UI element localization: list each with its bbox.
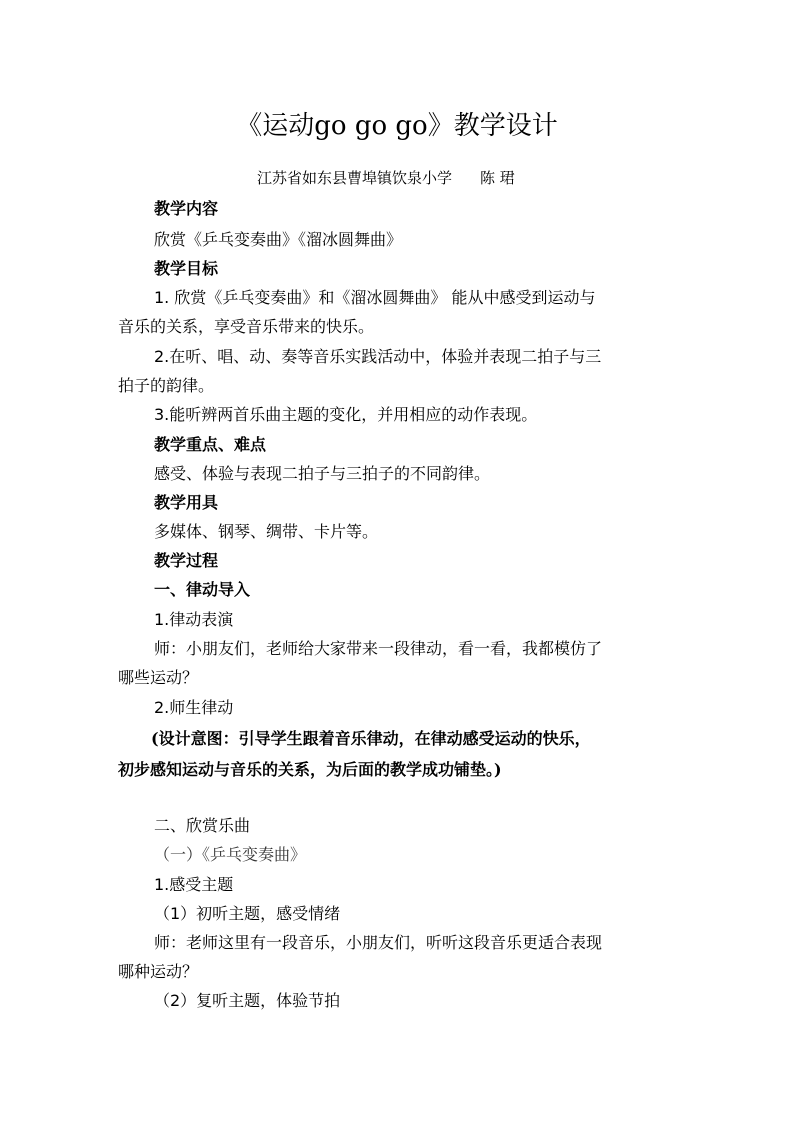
paragraph-teaching-tools: 多媒体、钢琴、绸带、卡片等。 [154,522,379,541]
section-2-teacher-line-1: 师：老师这里有一段音乐，小朋友们，听听这段音乐更适合表现 [154,933,603,952]
goal-3-line: 3.能听辨两首乐曲主题的变化，并用相应的动作表现。 [154,405,538,424]
paragraph-key-points: 感受、体验与表现二拍子与三拍子的不同韵律。 [154,464,491,483]
section-2-step-2: （2）复听主题，体验节拍 [154,991,341,1010]
goal-2-line-2: 拍子的韵律。 [118,376,215,395]
section-1-teacher-line-1: 师：小朋友们，老师给大家带来一段律动，看一看，我都模仿了 [154,639,603,658]
section-1-heading: 一、律动导入 [154,580,251,599]
goal-1-line-1: 1. 欣赏《乒乓变奏曲》和《溜冰圆舞曲》 能从中感受到运动与 [154,288,596,307]
section-2-subheading: （一）《乒乓变奏曲》 [154,845,307,864]
design-intent-line-2: 初步感知运动与音乐的关系，为后面的教学成功铺垫。) [118,760,502,779]
section-1-teacher-line-2: 哪些运动？ [118,668,199,687]
section-2-heading: 二、欣赏乐曲 [154,816,251,835]
paragraph-teaching-content: 欣赏《乒乓变奏曲》《溜冰圆舞曲》 [154,230,403,249]
heading-key-points: 教学重点、难点 [154,435,267,454]
goal-2-line-1: 2.在听、唱、动、奏等音乐实践活动中，体验并表现二拍子与三 [154,347,602,366]
author-school: 江苏省如东县曹埠镇饮泉小学 [257,169,453,187]
section-2-step-1: （1）初听主题，感受情绪 [154,904,341,923]
section-1-item-1: 1.律动表演 [154,610,234,629]
heading-teaching-tools: 教学用具 [154,493,219,512]
heading-teaching-process: 教学过程 [154,551,219,570]
section-1-item-2: 2.师生律动 [154,698,234,717]
document-title: 《运动go go go》教学设计 [236,111,558,141]
section-2-teacher-line-2: 哪种运动？ [118,962,199,981]
author-line [257,168,515,188]
design-intent-line-1: (设计意图：引导学生跟着音乐律动，在律动感受运动的快乐， [151,729,591,748]
heading-teaching-goals: 教学目标 [154,259,219,278]
section-2-item-1: 1.感受主题 [154,875,234,894]
heading-teaching-content: 教学内容 [154,199,219,218]
goal-1-line-2: 音乐的关系，享受音乐带来的快乐。 [118,317,375,336]
author-name: 陈 珺 [480,169,515,187]
